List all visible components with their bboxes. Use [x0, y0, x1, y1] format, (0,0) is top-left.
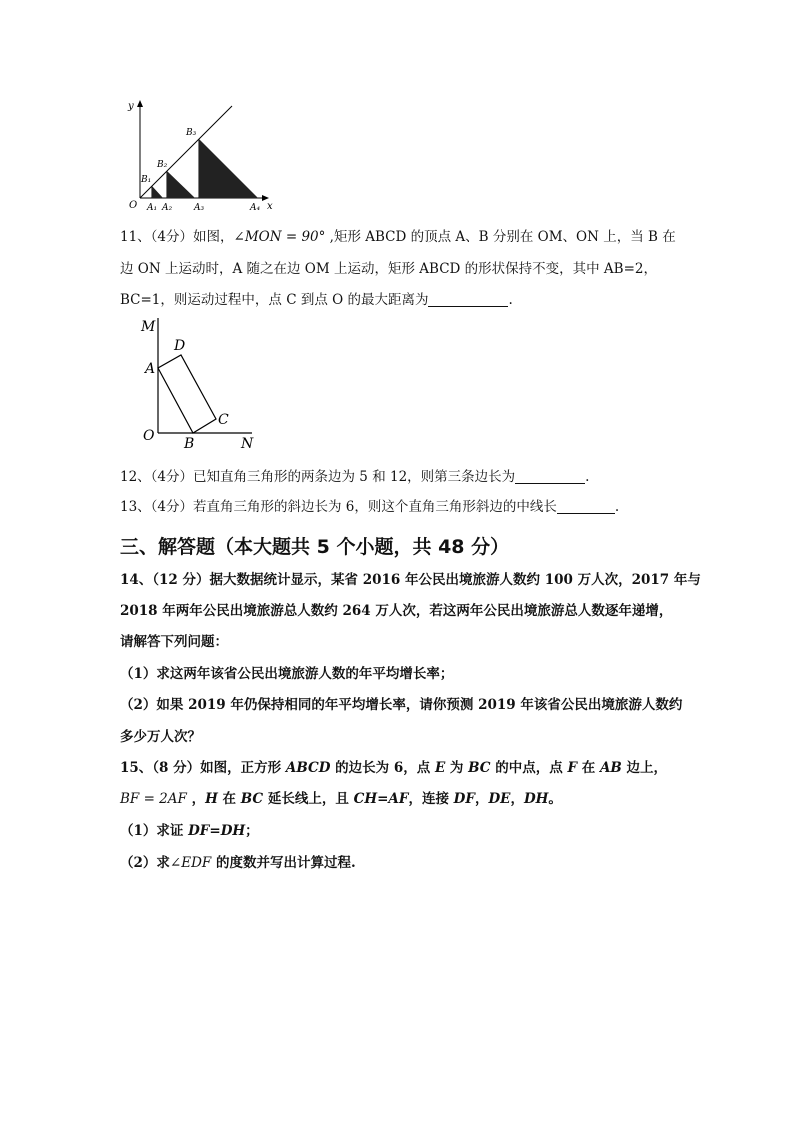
q14-line1: 14、（12 分）据大数据统计显示，某省 2016 年公民出境旅游人数约 100 万人次，2017 年与: [120, 572, 701, 588]
q15-part1: [120, 821, 259, 841]
q15-text: 在: [217, 791, 241, 807]
q15-text: ，连接: [408, 791, 454, 807]
figure-rectangle: [138, 316, 264, 452]
q15-line2: [120, 789, 562, 809]
q15-text: 的度数并写出计算过程.: [211, 855, 356, 871]
q15-expr-bf: BF = 2AF: [120, 791, 187, 807]
q13-answer-blank[interactable]: [557, 499, 615, 514]
label-a2: A₂: [162, 203, 173, 213]
q11-line3-text: BC=1，则运动过程中，点 C 到点 O 的最大距离为: [120, 292, 429, 308]
label-a1: A₁: [147, 203, 158, 213]
label-a3: A₃: [194, 203, 205, 213]
q14-line2: 2018 年两年公民出境旅游总人数约 264 万人次，若这两年公民出境旅游总人数逐年递增，: [120, 603, 673, 619]
section-heading: 三、解答题（本大题共 5 个小题，共 48 分）: [120, 536, 510, 558]
q15-text: 的中点，点: [490, 760, 568, 776]
q15-var-ab: AB: [599, 760, 622, 776]
rectangle-abcd: [158, 355, 216, 433]
q15-expr-dfdh: DF=DH: [188, 823, 246, 839]
q13-text: 13、（4分）若直角三角形的斜边长为 6，则这个直角三角形斜边的中线长: [120, 499, 557, 515]
q12-text: 12、（4分）已知直角三角形的两条边为 5 和 12，则第三条边长为: [120, 469, 516, 485]
label-c: C: [218, 412, 229, 428]
label-b: B: [184, 436, 195, 452]
q15-text: （1）求证: [120, 823, 189, 839]
q14-part2-line1: （2）如果 2019 年仍保持相同的年平均增长率，请你预测 2019 年该省公民出境旅游人数约: [120, 697, 683, 713]
figure-triangles: [120, 98, 280, 216]
q15-text: 延长线上，且: [263, 791, 354, 807]
q11-line1-prefix: 11、（4分）如图，: [120, 229, 234, 245]
q15-text: 为: [445, 760, 469, 776]
q15-part2: [120, 853, 356, 873]
q14-part1: （1）求这两年该省公民出境旅游人数的年平均增长率；: [120, 666, 454, 682]
label-a: A: [145, 361, 156, 377]
q11-answer-blank[interactable]: [428, 292, 508, 307]
q15-text: 的边长为 6，点: [330, 760, 435, 776]
label-b1: B₁: [141, 175, 152, 185]
triangle-2: [167, 171, 195, 198]
triangle-3: [199, 139, 258, 198]
q12-answer-blank[interactable]: [515, 469, 585, 484]
label-b3: B₃: [186, 128, 197, 138]
q15-text: 边上，: [621, 760, 668, 776]
q11-line3: [120, 290, 513, 310]
q15-expr-chaf: CH=AF: [353, 791, 409, 807]
q11-line1: [120, 227, 676, 247]
y-arrow: [137, 100, 143, 107]
q11-line1-rest: ,矩形 ABCD 的顶点 A、B 分别在 OM、ON 上，当 B 在: [325, 229, 676, 245]
q11-line2: [120, 259, 657, 279]
q11-line3-end: .: [508, 292, 513, 308]
q15-var-h: H: [205, 791, 218, 807]
q14-line3: 请解答下列问题：: [120, 634, 228, 650]
label-a4: A₄: [250, 203, 261, 213]
q15-text: ；: [245, 823, 259, 839]
q15-var-abcd: ABCD: [285, 760, 331, 776]
q12-end: .: [585, 469, 590, 485]
q15-text: 在: [577, 760, 600, 776]
q15-text: 。: [548, 791, 562, 807]
q15-var-e: E: [434, 760, 446, 776]
q13-end: .: [614, 499, 620, 515]
q15-var-de: DE: [488, 791, 511, 807]
label-o: O: [143, 428, 155, 444]
q15-text: 15、（8 分）如图，正方形: [120, 760, 286, 776]
q11-angle-expression: ∠MON = 90°: [233, 229, 326, 245]
label-m: M: [141, 319, 156, 335]
q11-line2-text: 边 ON 上运动时，A 随之在边 OM 上运动，矩形 ABCD 的形状保持不变，其中 AB=2，: [120, 261, 657, 277]
q15-line1: [120, 758, 667, 778]
q12-line: [120, 467, 589, 487]
label-b2: B₂: [157, 160, 168, 170]
q15-var-bc: BC: [468, 760, 491, 776]
label-x: x: [267, 201, 273, 212]
q15-var-dh: DH: [523, 791, 549, 807]
label-origin: O: [129, 200, 138, 211]
label-n: N: [241, 436, 254, 452]
q15-text: ，: [474, 791, 489, 807]
q15-var-df: DF: [453, 791, 475, 807]
q13-line: [120, 497, 619, 517]
label-d: D: [174, 338, 186, 354]
q15-expr-angle-edf: ∠EDF: [169, 855, 212, 871]
q15-text: ，: [510, 791, 524, 807]
q15-text: ，: [186, 791, 206, 807]
triangle-1: [152, 186, 163, 198]
q14-part2-line2: 多少万人次？: [120, 729, 201, 745]
q15-var-f: F: [567, 760, 578, 776]
label-y: y: [128, 101, 134, 112]
q15-var-bc: BC: [240, 791, 264, 807]
q15-text: （2）求: [120, 855, 170, 871]
